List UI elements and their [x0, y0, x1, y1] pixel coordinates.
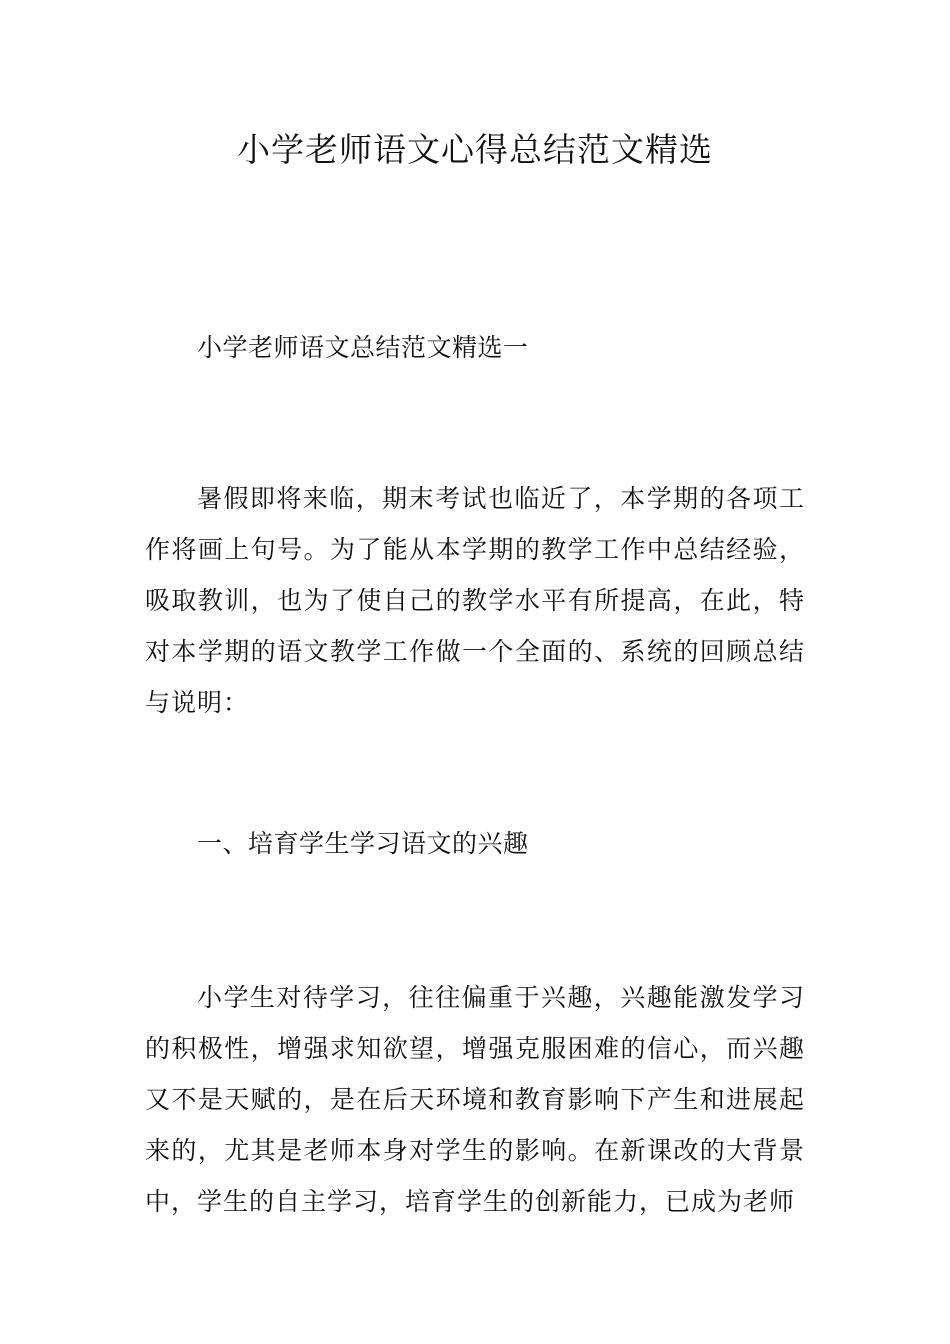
section-heading-1: 一、培育学生学习语文的兴趣 — [197, 829, 529, 858]
intro-paragraph: 暑假即将来临，期末考试也临近了，本学期的各项工作将画上句号。为了能从本学期的教学工作中总结经验，吸取教训，也为了使自己的教学水平有所提高，在此，特对本学期的语文教学工作做一个全面的、系统的回顾总结与说明： — [145, 484, 805, 717]
body-paragraph: 小学生对待学习，往往偏重于兴趣，兴趣能激发学习的积极性，增强求知欲望，增强克服困难的信心，而兴趣又不是天赋的，是在后天环境和教育影响下产生和进展起来的，尤其是老师本身对学生的影响。在新课改的大背景中，学生的自主学习，培育学生的创新能力，已成为老师 — [145, 983, 805, 1216]
section-subtitle: 小学老师语文总结范文精选一 — [197, 333, 529, 362]
document-title: 小学老师语文心得总结范文精选 — [237, 130, 713, 169]
